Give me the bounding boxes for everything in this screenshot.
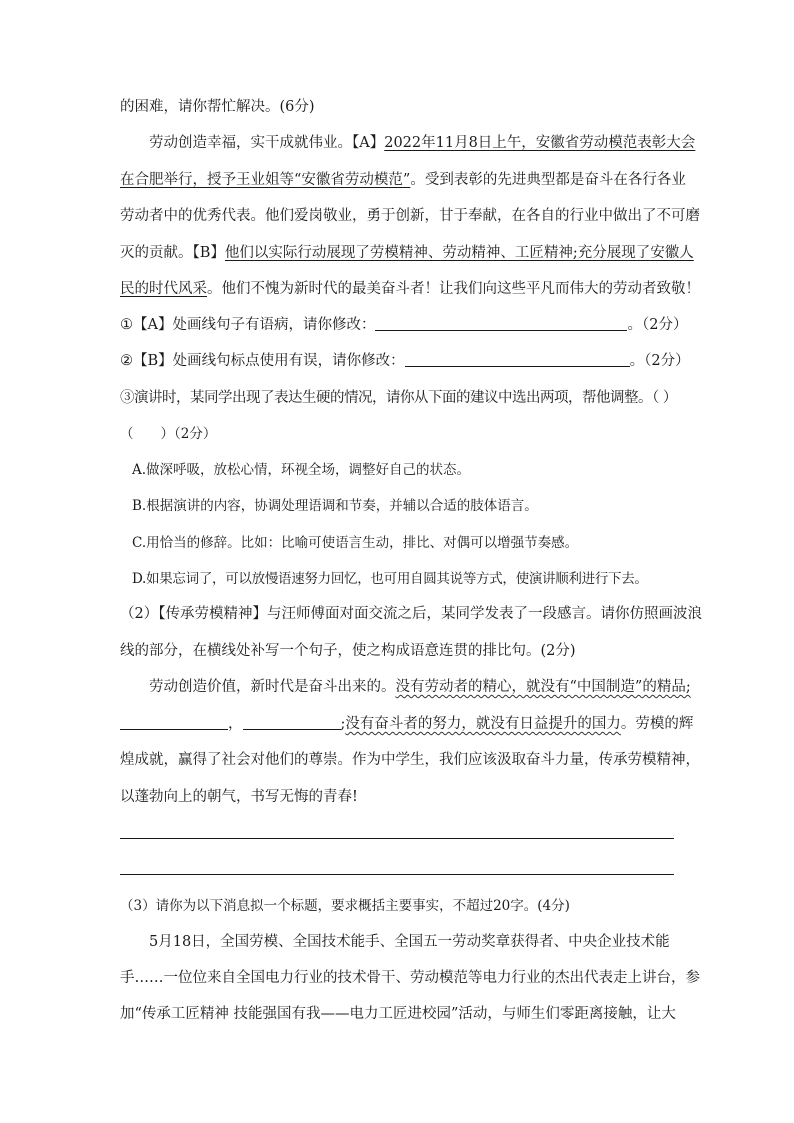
option-c: C.用恰当的修辞。比如：比喻可使语言生动，排比、对偶可以增强节奏感。 — [132, 535, 579, 551]
passage-line-4 — [120, 243, 694, 263]
passage-line-3: 劳动者中的优秀代表。他们爱岗敬业，勇于创新，甘于奉献，在各自的行业中做出了不可磨 — [120, 208, 700, 224]
passage-line-2 — [120, 170, 686, 190]
fill-blank-1[interactable] — [120, 714, 228, 730]
answer-line-2[interactable] — [120, 874, 674, 875]
option-d: D.如果忘词了，可以放慢语速努力回忆，也可用自圆其说等方式，使演讲顺利进行下去。 — [132, 571, 648, 587]
passage-text: 。他们不愧为新时代的最美奋斗者！让我们向这些平凡而伟大的劳动者致敬！ — [207, 281, 700, 297]
passage-text: 。受到表彰的先进典型都是奋斗在各行各业 — [410, 172, 686, 188]
passage-line-5 — [120, 279, 700, 299]
answer-blank-2[interactable] — [405, 351, 630, 367]
underlined-sentence-a: 2022年11月8日上午，安徽省劳动模范表彰大会 — [384, 135, 696, 151]
fill-blank-2[interactable] — [243, 714, 341, 730]
passage-text: 灭的贡献。【B】 — [120, 245, 225, 261]
passage-line-1 — [149, 133, 709, 153]
sub-question-2: ②【B】处画线句标点使用有误，请你修改： 。（2分） — [120, 353, 690, 369]
sub-question-3: ③演讲时，某同学出现了表达生硬的情况，请你从下面的建议中选出两项，帮他调整。（ ） — [120, 390, 677, 406]
underlined-sentence-b: 他们以实际行动展现了劳模精神、劳动精神、工匠精神;充分展现了安徽人 — [224, 245, 694, 261]
wavy-underlined-text: 没有劳动者的精心，就没有“中国制造”的精品; — [395, 679, 691, 695]
sub-question-3-bracket: （ ）（2分） — [120, 426, 217, 442]
option-a: A.做深呼吸，放松心情，环视全场，调整好自己的状态。 — [132, 462, 471, 478]
q3-passage-line-1: 5月18日，全国劳模、全国技术能手、全国五一劳动奖章获得者、中央企业技术能 — [149, 934, 670, 950]
q2-passage-line-3: 煌成就，赢得了社会对他们的尊崇。作为中学生，我们应该汲取奋斗力量，传承劳模精神， — [120, 752, 700, 768]
q2-instruction-1: （2）【传承劳模精神】与汪师傅面对面交流之后，某同学发表了一段感言。请你仿照画波浪 — [120, 606, 702, 622]
q2-passage-line-2: ， ;没有奋斗者的努力，就没有日益提升的国力。劳模的辉 — [120, 714, 680, 734]
q2-passage-line-1: 劳动创造价值，新时代是奋斗出来的。没有劳动者的精心，就没有“中国制造”的精品; — [149, 679, 691, 695]
q3-passage-line-2: 手……一位位来自全国电力行业的技术骨干、劳动模范等电力行业的杰出代表走上讲台，参 — [120, 970, 700, 986]
q1-tail: 的困难，请你帮忙解决。(6分) — [120, 99, 315, 115]
underlined-sentence-a-cont: 在合肥举行，授予王业姐等“安徽省劳动模范” — [120, 172, 411, 188]
q3-instruction: （3）请你为以下消息拟一个标题，要求概括主要事实，不超过20字。(4分) — [120, 898, 570, 914]
sub-question-1: ①【A】处画线句子有语病，请你修改： 。（2分） — [120, 317, 688, 333]
option-b: B.根据演讲的内容，协调处理语调和节奏，并辅以合适的肢体语言。 — [132, 498, 538, 514]
q2-instruction-2: 线的部分，在横线处补写一个句子，使之构成语意连贯的排比句。(2分) — [120, 643, 576, 659]
wavy-underlined-text: 没有奋斗者的努力，就没有日益提升的国力 — [345, 716, 621, 732]
answer-blank-1[interactable] — [375, 315, 627, 331]
q2-passage-line-4: 以蓬勃向上的朝气，书写无悔的青春! — [120, 789, 358, 805]
answer-line-1[interactable] — [120, 838, 674, 839]
passage-text: 劳动创造幸福，实干成就伟业。【A】 — [149, 135, 385, 151]
underlined-sentence-b-cont: 民的时代风采 — [120, 281, 207, 297]
q3-passage-line-3: 加“传承工匠精神 技能强国有我——电力工匠进校园”活动，与师生们零距离接触，让大 — [120, 1006, 676, 1022]
